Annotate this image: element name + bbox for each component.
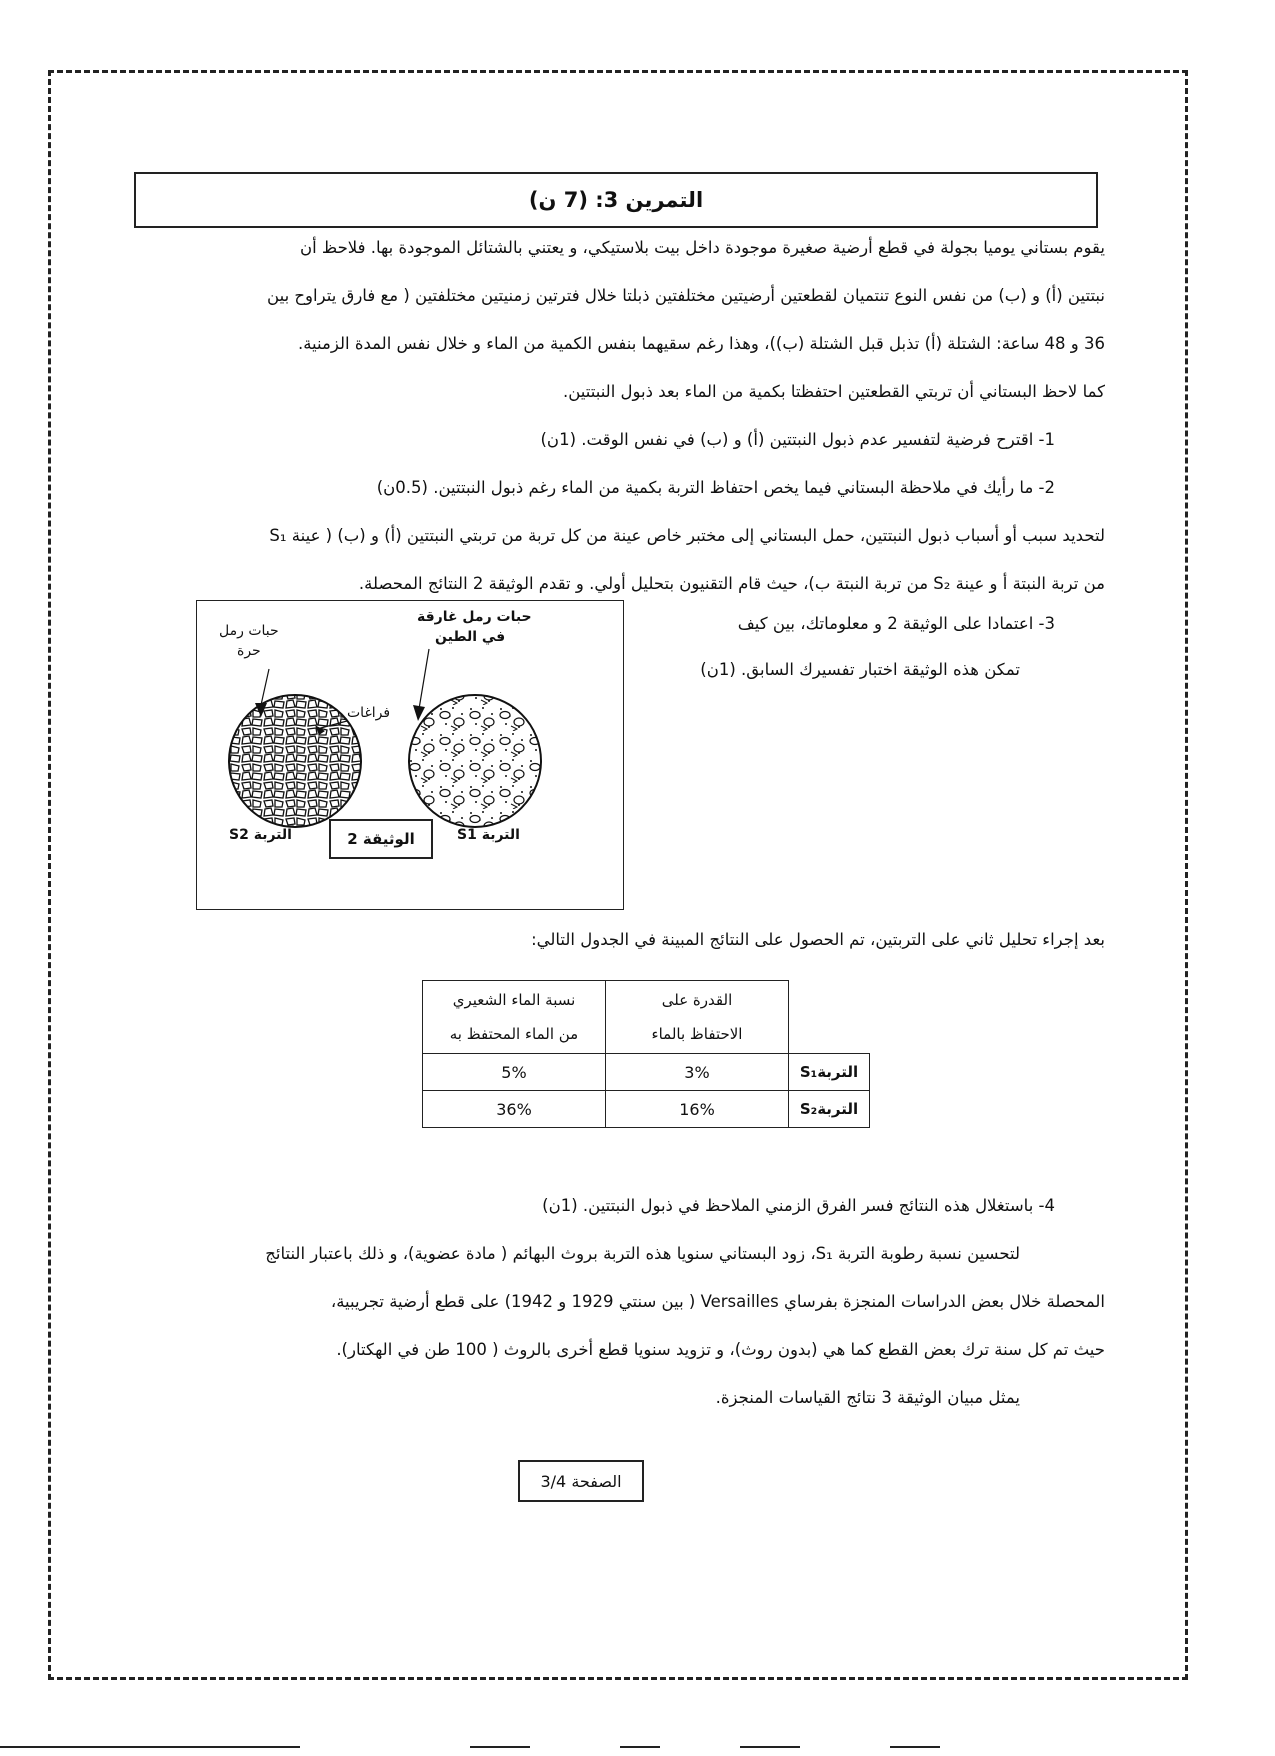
para3-line-1: لتحسين نسبة رطوبة التربة S₁، زود البستاني سنويا هذه التربة بروث البهائم ( مادة عضوية)، و ذلك باعتبار النتائج: [265, 1244, 1020, 1263]
question-1: 1- اقترح فرضية لتفسير عدم ذبول النبتتين (أ) و (ب) في نفس الوقت. (1ن): [540, 430, 1055, 449]
label-soil-s2: التربة S2: [229, 827, 292, 843]
bottom-rule: [890, 1746, 940, 1748]
retention-header-line-2: الاحتفاظ بالماء: [651, 1025, 743, 1043]
para2-line-2: من تربة النبتة أ و عينة S₂ من تربة النبتة ب)، حيث قام التقنيون بتحليل أولي. و تقدم الوثيقة 2 النتائج المحصلة.: [358, 574, 1105, 593]
row-label-s1: التربةS₁: [789, 1054, 870, 1091]
capillary-header-line-1: نسبة الماء الشعيري: [452, 991, 576, 1009]
soil-s2-sample: [229, 695, 361, 827]
results-table: [422, 980, 870, 1128]
table-row: [423, 1054, 870, 1091]
s2-capillary: 36%: [423, 1091, 606, 1128]
s1-capillary: 5%: [423, 1054, 606, 1091]
label-gaps: فراغات: [347, 705, 391, 721]
table-header-retention: [606, 981, 789, 1054]
para3-line-4: يمثل مبيان الوثيقة 3 نتائج القياسات المنجزة.: [715, 1388, 1020, 1407]
intro-line-3: 36 و 48 ساعة: الشتلة (أ) تذبل قبل الشتلة (ب))، وهذا رغم سقيهما بنفس الكمية من الماء و خلال نفس المدة الزمنية.: [297, 334, 1105, 353]
label-free-sand-2: حرة: [237, 643, 261, 659]
bottom-rule: [740, 1746, 800, 1748]
bottom-rule: [470, 1746, 530, 1748]
row-label-s2: التربةS₂: [789, 1091, 870, 1128]
intro-line-4: كما لاحظ البستاني أن تربتي القطعتين احتفظتا بكمية من الماء بعد ذبول النبتتين.: [562, 382, 1105, 401]
soil-diagram: [197, 601, 625, 911]
para3-line-3: حيث تم كل سنة ترك بعض القطع كما هي (بدون روث)، و تزويد سنويا قطع أخرى بالروث ( 100 طن في الهكتار).: [336, 1340, 1105, 1359]
document-2-badge: الوثيقة 2: [329, 819, 433, 859]
para3-line-2: المحصلة خلال بعض الدراسات المنجزة بفرساي Versailles ( بين سنتي 1929 و 1942) على قطع أرضية تجريبية،: [330, 1292, 1105, 1311]
question-3-line-1: 3- اعتمادا على الوثيقة 2 و معلوماتك، بين كيف: [737, 614, 1055, 633]
table-corner: [789, 981, 870, 1054]
s2-retention: 16%: [606, 1091, 789, 1128]
document-2-figure: [196, 600, 624, 910]
intro-line-2: نبتتين (أ) و (ب) من نفس النوع تنتميان لقطعتين أرضيتين مختلفتين ذبلتا خلال فترتين زمنيتين مختلفتين ( مع فارق يتراوح بين: [267, 286, 1105, 305]
question-2: 2- ما رأيك في ملاحظة البستاني فيما يخص احتفاظ التربة بكمية من الماء رغم ذبول النبتتين. (0.5ن): [376, 478, 1055, 497]
capillary-header-line-2: من الماء المحتفظ به: [449, 1025, 579, 1043]
page-number: الصفحة 3/4: [518, 1460, 644, 1502]
question-4: 4- باستغلال هذه النتائج فسر الفرق الزمني الملاحظ في ذبول النبتتين. (1ن): [542, 1196, 1055, 1215]
intro-line-1: يقوم بستاني يوميا بجولة في قطع أرضية صغيرة موجودة داخل بيت بلاستيكي، و يعتني بالشتائل الموجودة بها. فلاحظ أن: [299, 238, 1105, 257]
label-free-sand-1: حبات رمل: [219, 623, 279, 639]
table-row: [423, 1091, 870, 1128]
para2-line-1: لتحديد سبب أو أسباب ذبول النبتتين، حمل البستاني إلى مختبر خاص عينة من كل تربة من تربتي النبتتين (أ) و (ب) ( عينة S₁: [269, 526, 1105, 545]
soil-s1-sample: [409, 695, 541, 827]
bottom-rule: [620, 1746, 660, 1748]
pointer-free-sand: [261, 669, 269, 705]
label-soil-s1: التربة S1: [457, 827, 520, 843]
s1-retention: 3%: [606, 1054, 789, 1091]
bottom-rule: [0, 1746, 300, 1748]
retention-header-line-1: القدرة على: [661, 991, 733, 1009]
after-analysis-text: بعد إجراء تحليل ثاني على التربتين، تم الحصول على النتائج المبينة في الجدول التالي:: [531, 930, 1105, 949]
label-embedded-sand-2: في الطين: [435, 629, 506, 645]
table-header-capillary: [423, 981, 606, 1054]
exercise-title: التمرين 3: (7 ن): [134, 172, 1098, 228]
pointer-embedded-sand: [419, 649, 429, 709]
question-3-line-2: تمكن هذه الوثيقة اختبار تفسيرك السابق. (1ن): [700, 660, 1020, 679]
label-embedded-sand-1: حبات رمل غارقة: [417, 609, 532, 625]
